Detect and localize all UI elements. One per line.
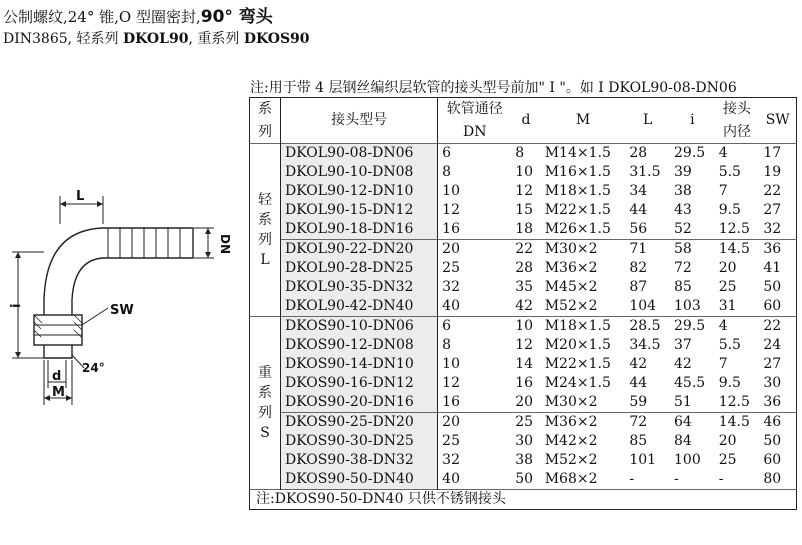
cell-M: M22×1.5 — [544, 202, 611, 218]
table-row — [250, 374, 797, 393]
cell-dn: 20 — [438, 240, 512, 260]
cell-i: 64 — [670, 413, 715, 433]
cell-sw: 60 — [763, 298, 782, 314]
cell-M: M18×1.5 — [541, 317, 626, 337]
cell-L: 104 — [629, 298, 657, 314]
subtitle-light-code: DKOL90 — [122, 31, 189, 47]
header-dn-1: 软管通径 — [446, 101, 503, 117]
cell-sw: 41 — [763, 260, 782, 276]
heavy-series-label — [250, 317, 281, 490]
cell-L: 28.5 — [625, 317, 670, 337]
cell-id: 14.5 — [715, 240, 760, 260]
table-row — [250, 432, 797, 451]
series-char: S — [260, 425, 270, 441]
cell-d: 20 — [515, 394, 534, 410]
table-row — [250, 278, 797, 297]
cell-dn: 12 — [442, 375, 460, 391]
fitting-code: DKOL90-22-DN20 — [281, 240, 438, 260]
fitting-code: DKOL90-28-DN25 — [281, 259, 438, 278]
table-row — [250, 355, 797, 374]
cell-i: 84 — [674, 433, 692, 449]
cell-M: M24×1.5 — [544, 375, 611, 391]
cell-M: M42×2 — [544, 433, 598, 449]
cell-i: 39 — [674, 164, 692, 180]
cell-id: - — [718, 471, 724, 487]
light-series-label — [250, 144, 281, 317]
cell-d: 50 — [515, 471, 534, 487]
subtitle-prefix: DIN3865, 轻系列 — [3, 31, 123, 47]
cell-i: 51 — [674, 394, 692, 410]
cell-d: 8 — [511, 144, 540, 164]
cell-dn: 32 — [442, 279, 460, 295]
fitting-code: DKOS90-14-DN10 — [281, 355, 438, 374]
header-sw: SW — [765, 112, 790, 128]
cell-M: M16×1.5 — [544, 164, 611, 180]
header-code: 接头型号 — [281, 98, 438, 144]
series-char: 列 — [258, 405, 272, 421]
cell-id: 5.5 — [718, 337, 741, 353]
cell-sw: 17 — [759, 144, 796, 164]
header-id-1: 接头 — [723, 101, 752, 117]
cell-M: M45×2 — [544, 279, 598, 295]
cell-d: 28 — [515, 260, 534, 276]
cell-id: 31 — [718, 298, 737, 314]
cell-M: M30×2 — [544, 394, 598, 410]
cell-i: 37 — [674, 337, 692, 353]
title-bold: 90° 弯头 — [200, 7, 273, 27]
cell-M: M22×1.5 — [544, 356, 611, 372]
table-row — [250, 144, 797, 164]
table-row — [250, 470, 797, 490]
cell-i: 45.5 — [674, 375, 706, 391]
cell-M: M20×1.5 — [544, 337, 611, 353]
table-row — [250, 393, 797, 413]
fitting-code: DKOS90-25-DN20 — [281, 413, 438, 433]
cell-id: 5.5 — [718, 164, 741, 180]
cell-i: 42 — [674, 356, 692, 372]
fitting-code: DKOS90-10-DN06 — [281, 317, 438, 337]
series-char: 列 — [258, 232, 272, 248]
series-char: L — [260, 252, 270, 268]
header-series-1: 系 — [250, 98, 281, 122]
table-row — [250, 451, 797, 470]
cell-d: 38 — [515, 452, 534, 468]
spec-table — [249, 97, 797, 510]
cell-i: 72 — [674, 260, 692, 276]
cell-M: M36×2 — [544, 260, 598, 276]
cell-id: 9.5 — [718, 375, 741, 391]
cell-i: 29.5 — [670, 144, 715, 164]
cell-d: 42 — [515, 298, 534, 314]
cell-dn: 6 — [438, 144, 512, 164]
cell-id: 4 — [715, 317, 760, 337]
cell-i: 52 — [674, 221, 692, 237]
page-title — [3, 2, 273, 27]
cell-sw: 27 — [763, 202, 782, 218]
cell-sw: 46 — [759, 413, 796, 433]
cell-d: 18 — [515, 221, 534, 237]
cell-i: 85 — [674, 279, 692, 295]
cell-L: 31.5 — [629, 164, 661, 180]
fitting-code: DKOS90-16-DN12 — [281, 374, 438, 393]
cell-id: 4 — [715, 144, 760, 164]
cell-L: 59 — [629, 394, 648, 410]
series-char: 重 — [258, 365, 272, 381]
cell-dn: 20 — [438, 413, 512, 433]
cell-dn: 40 — [442, 471, 460, 487]
fitting-code: DKOS90-30-DN25 — [281, 432, 438, 451]
series-char: 系 — [258, 385, 272, 401]
cell-d: 15 — [515, 202, 534, 218]
dim-i-label: i — [9, 303, 24, 308]
cell-L: 101 — [629, 452, 657, 468]
dim-DN-label: DN — [218, 234, 232, 255]
header-series-2: 列 — [250, 121, 281, 144]
cell-d: 30 — [515, 433, 534, 449]
cell-i: 29.5 — [670, 317, 715, 337]
cell-i: - — [674, 471, 679, 487]
cell-sw: 30 — [763, 375, 782, 391]
cell-d: 10 — [511, 317, 540, 337]
cell-M: M52×2 — [544, 452, 598, 468]
header-L: L — [643, 112, 653, 128]
cell-sw: 50 — [763, 433, 782, 449]
dim-SW-label: SW — [110, 303, 134, 318]
table-row — [250, 220, 797, 240]
cell-i: 103 — [674, 298, 701, 314]
fitting-code: DKOL90-12-DN10 — [281, 182, 438, 201]
dim-M-label: M — [52, 385, 65, 400]
cell-M: M68×2 — [544, 471, 598, 487]
cell-dn: 32 — [442, 452, 460, 468]
cell-M: M26×1.5 — [544, 221, 611, 237]
cell-sw: 36 — [763, 394, 782, 410]
cell-sw: 32 — [763, 221, 782, 237]
dim-angle-label: 24° — [82, 361, 105, 375]
cell-M: M30×2 — [541, 240, 626, 260]
cell-i: 58 — [670, 240, 715, 260]
bottom-note-row — [250, 490, 797, 510]
table-row — [250, 182, 797, 201]
header-d: d — [521, 112, 531, 128]
cell-dn: 16 — [442, 221, 460, 237]
cell-dn: 10 — [442, 356, 460, 372]
cell-d: 25 — [511, 413, 540, 433]
cell-L: 42 — [629, 356, 648, 372]
fitting-code: DKOL90-15-DN12 — [281, 201, 438, 220]
table-row — [250, 336, 797, 355]
cell-d: 16 — [515, 375, 534, 391]
cell-L: 44 — [629, 202, 648, 218]
series-char: 系 — [258, 212, 272, 228]
cell-dn: 8 — [442, 337, 452, 353]
cell-id: 9.5 — [718, 202, 741, 218]
cell-d: 14 — [515, 356, 534, 372]
elbow-fitting-drawing — [8, 190, 240, 420]
cell-d: 35 — [515, 279, 534, 295]
fitting-code: DKOL90-42-DN40 — [281, 297, 438, 317]
cell-L: 34.5 — [629, 337, 661, 353]
cell-dn: 6 — [438, 317, 512, 337]
cell-d: 12 — [515, 183, 534, 199]
fitting-code: DKOS90-50-DN40 — [281, 470, 438, 490]
dim-d-label: d — [52, 369, 62, 384]
cell-dn: 16 — [442, 394, 460, 410]
cell-M: M36×2 — [541, 413, 626, 433]
header-row-1 — [250, 98, 797, 122]
cell-L: 87 — [629, 279, 648, 295]
fitting-code: DKOS90-38-DN32 — [281, 451, 438, 470]
cell-L: 44 — [629, 375, 648, 391]
top-note: 注:用于带 4 层钢丝编织层软管的接头型号前加" I "。如 I DKOL90-08-DN06 — [250, 80, 737, 96]
cell-sw: 24 — [763, 337, 782, 353]
cell-dn: 25 — [442, 433, 460, 449]
cell-i: 38 — [674, 183, 692, 199]
fitting-code: DKOL90-18-DN16 — [281, 220, 438, 240]
fitting-code: DKOL90-08-DN06 — [281, 144, 438, 164]
cell-sw: 80 — [763, 471, 782, 487]
cell-sw: 27 — [763, 356, 782, 372]
bottom-note: 注:DKOS90-50-DN40 只供不锈钢接头 — [250, 490, 797, 510]
title-text: 公制螺纹,24° 锥,O 型圈密封, — [3, 8, 201, 26]
cell-id: 14.5 — [715, 413, 760, 433]
subtitle-mid: , 重系列 — [188, 31, 244, 47]
cell-id: 12.5 — [718, 221, 750, 237]
cell-id: 25 — [718, 452, 737, 468]
table-row — [250, 413, 797, 433]
table-row — [250, 240, 797, 260]
cell-id: 25 — [718, 279, 737, 295]
header-dn-2: DN — [462, 123, 487, 140]
cell-sw: 22 — [763, 183, 782, 199]
series-char: 轻 — [258, 192, 272, 208]
cell-sw: 36 — [759, 240, 796, 260]
cell-i: 43 — [674, 202, 692, 218]
cell-M: M52×2 — [544, 298, 598, 314]
fitting-code: DKOL90-10-DN08 — [281, 163, 438, 182]
cell-sw: 22 — [759, 317, 796, 337]
cell-id: 7 — [718, 183, 728, 199]
cell-L: 71 — [625, 240, 670, 260]
cell-id: 20 — [718, 260, 737, 276]
cell-i: 100 — [674, 452, 701, 468]
cell-dn: 8 — [442, 164, 452, 180]
cell-d: 12 — [515, 337, 534, 353]
table-row — [250, 259, 797, 278]
cell-d: 22 — [511, 240, 540, 260]
cell-L: 85 — [629, 433, 648, 449]
cell-L: 28 — [625, 144, 670, 164]
cell-dn: 40 — [442, 298, 460, 314]
cell-sw: 50 — [763, 279, 782, 295]
fitting-code: DKOS90-12-DN08 — [281, 336, 438, 355]
cell-id: 20 — [718, 433, 737, 449]
cell-dn: 10 — [442, 183, 460, 199]
cell-d: 10 — [515, 164, 534, 180]
cell-M: M14×1.5 — [541, 144, 626, 164]
header-id-2: 内径 — [723, 123, 752, 140]
table-row — [250, 201, 797, 220]
light-series-group — [250, 144, 797, 317]
cell-L: - — [629, 471, 635, 487]
cell-L: 82 — [629, 260, 648, 276]
header-M: M — [575, 112, 591, 128]
dim-L-label: L — [76, 190, 85, 204]
subtitle-heavy-code: DKOS90 — [243, 31, 310, 47]
cell-id: 7 — [718, 356, 728, 372]
header-i: i — [690, 112, 695, 128]
fitting-code: DKOS90-20-DN16 — [281, 393, 438, 413]
cell-L: 34 — [629, 183, 648, 199]
cell-M: M18×1.5 — [544, 183, 611, 199]
cell-dn: 25 — [442, 260, 460, 276]
cell-sw: 19 — [763, 164, 782, 180]
fitting-code: DKOL90-35-DN32 — [281, 278, 438, 297]
cell-sw: 60 — [763, 452, 782, 468]
cell-L: 56 — [629, 221, 648, 237]
cell-id: 12.5 — [718, 394, 750, 410]
page-subtitle — [3, 28, 310, 48]
table-row — [250, 163, 797, 182]
table-row — [250, 297, 797, 317]
table-row — [250, 317, 797, 337]
heavy-series-group — [250, 317, 797, 490]
cell-L: 72 — [625, 413, 670, 433]
cell-dn: 12 — [442, 202, 460, 218]
